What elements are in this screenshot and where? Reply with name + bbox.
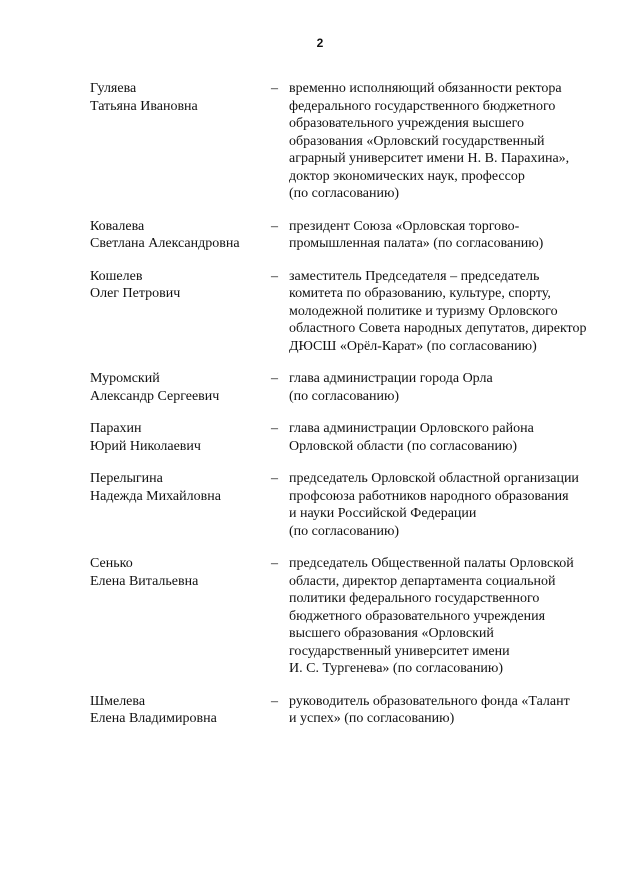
position-line: И. С. Тургенева» (по согласованию) xyxy=(289,661,503,676)
member-entry-perelygina xyxy=(0,470,640,540)
dash-separator: – xyxy=(271,556,278,571)
member-surname: Парахин xyxy=(90,421,142,436)
member-given-names: Елена Владимировна xyxy=(90,711,217,726)
member-entry-kovaleva xyxy=(0,218,640,253)
dash-separator: – xyxy=(271,471,278,486)
member-position xyxy=(289,218,629,253)
position-line: молодежной политике и туризму Орловского xyxy=(289,303,558,319)
member-given-names: Светлана Александровна xyxy=(90,236,240,251)
position-line: глава администрации Орловского района xyxy=(289,421,534,436)
member-name xyxy=(90,420,270,455)
member-position xyxy=(289,80,629,203)
committee-members-list xyxy=(0,80,640,743)
position-line: промышленная палата» (по согласованию) xyxy=(289,236,544,251)
member-entry-senko xyxy=(0,555,640,678)
member-name xyxy=(90,370,270,405)
dash-separator: – xyxy=(271,421,278,436)
position-line: комитета по образованию, культуре, спорту, xyxy=(289,286,551,301)
position-line: Орловской области (по согласованию) xyxy=(289,438,518,454)
position-line: председатель Орловской областной организации xyxy=(289,471,579,486)
member-name xyxy=(90,470,270,505)
member-surname: Муромский xyxy=(90,371,160,386)
position-line: временно исполняющий обязанности ректора xyxy=(289,81,562,96)
member-position xyxy=(289,555,629,678)
member-name xyxy=(90,268,270,303)
position-line: политики федерального государственного xyxy=(289,591,540,606)
member-entry-guliaeva xyxy=(0,80,640,203)
member-position xyxy=(289,420,629,455)
position-line: аграрный университет имени Н. В. Парахина», xyxy=(289,151,570,166)
member-entry-parakhin xyxy=(0,420,640,455)
member-position xyxy=(289,693,629,728)
member-entry-koshelev xyxy=(0,268,640,356)
position-line: глава администрации города Орла xyxy=(289,371,493,386)
position-line: области, директор департамента социальной xyxy=(289,573,556,589)
dash-separator: – xyxy=(271,268,278,284)
position-line: и науки Российской Федерации xyxy=(289,506,477,521)
member-position xyxy=(289,470,629,540)
position-line: руководитель образовательного фонда «Талант xyxy=(289,693,570,709)
dash-separator: – xyxy=(271,693,278,709)
position-line: образования «Орловский государственный xyxy=(289,133,545,149)
member-given-names: Александр Сергеевич xyxy=(90,388,220,404)
position-line: (по согласованию) xyxy=(289,186,400,201)
position-line: и успех» (по согласованию) xyxy=(289,711,455,726)
position-line: областного Совета народных депутатов, директор xyxy=(289,321,587,336)
member-name xyxy=(90,218,270,253)
position-line: профсоюза работников народного образования xyxy=(289,488,569,504)
member-entry-shmeleva xyxy=(0,693,640,728)
member-surname: Шмелева xyxy=(90,693,146,709)
member-name xyxy=(90,80,270,115)
member-given-names: Елена Витальевна xyxy=(90,573,199,589)
member-name xyxy=(90,555,270,590)
page-number: 2 xyxy=(316,36,324,50)
position-line: ДЮСШ «Орёл-Карат» (по согласованию) xyxy=(289,338,537,354)
member-entry-muromskii xyxy=(0,370,640,405)
member-given-names: Надежда Михайловна xyxy=(90,488,221,504)
dash-separator: – xyxy=(271,371,278,386)
member-surname: Сенько xyxy=(90,556,133,571)
position-line: высшего образования «Орловский xyxy=(289,626,494,641)
member-given-names: Татьяна Ивановна xyxy=(90,98,198,114)
member-name xyxy=(90,693,270,728)
member-surname: Гуляева xyxy=(90,81,137,96)
member-surname: Кошелев xyxy=(90,268,143,284)
dash-separator: – xyxy=(271,81,278,96)
member-given-names: Юрий Николаевич xyxy=(90,438,201,454)
member-position xyxy=(289,370,629,405)
member-surname: Перелыгина xyxy=(90,471,163,486)
position-line: председатель Общественной палаты Орловской xyxy=(289,556,574,571)
position-line: бюджетного образовательного учреждения xyxy=(289,608,546,624)
member-surname: Ковалева xyxy=(90,218,145,234)
position-line: образовательного учреждения высшего xyxy=(289,116,524,131)
position-line: президент Союза «Орловская торгово- xyxy=(289,218,520,234)
dash-separator: – xyxy=(271,218,278,234)
position-line: (по согласованию) xyxy=(289,523,400,539)
position-line: заместитель Председателя – председатель xyxy=(289,268,540,284)
position-line: (по согласованию) xyxy=(289,388,400,404)
position-line: федерального государственного бюджетного xyxy=(289,98,556,114)
position-line: доктор экономических наук, профессор xyxy=(289,168,525,184)
member-position xyxy=(289,268,629,356)
member-given-names: Олег Петрович xyxy=(90,286,181,301)
position-line: государственный университет имени xyxy=(289,643,510,659)
